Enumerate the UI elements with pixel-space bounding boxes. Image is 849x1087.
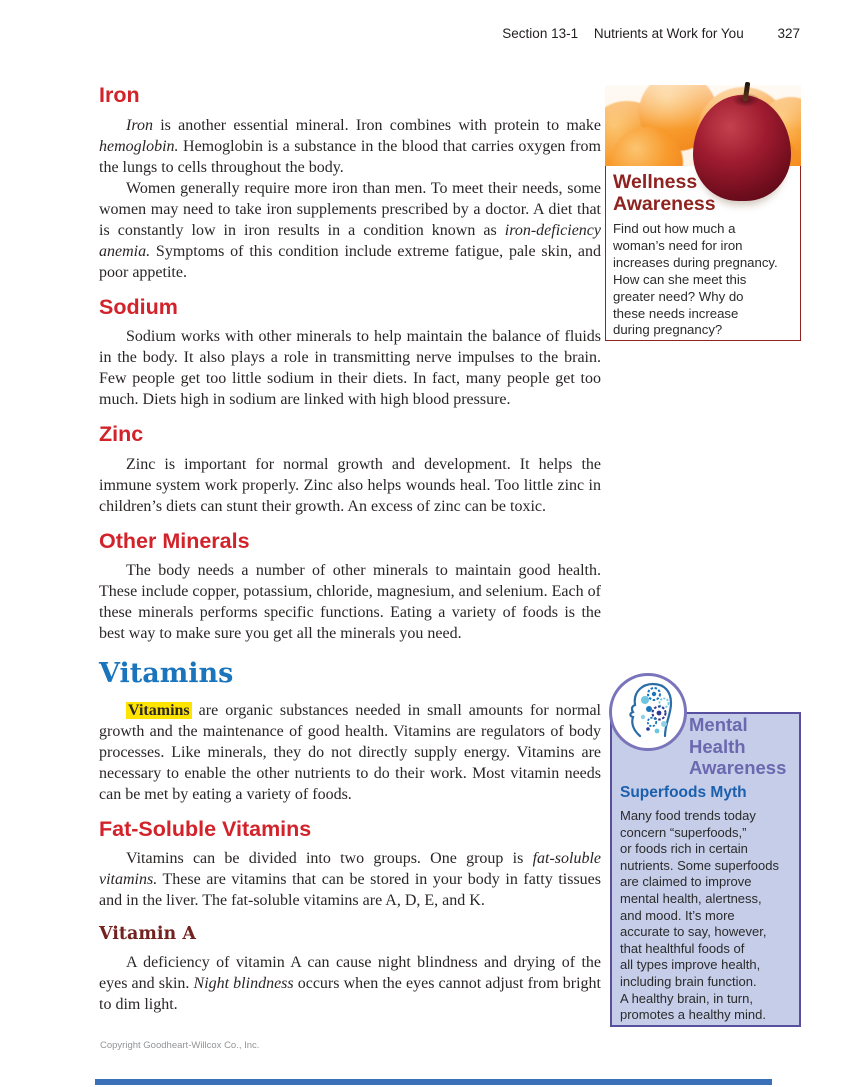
header-page-number: 327: [777, 26, 800, 41]
text-line: that healthful foods of: [620, 940, 745, 956]
text-line: increases during pregnancy.: [613, 254, 778, 270]
section-heading-vitamins: Vitamins: [99, 658, 234, 690]
section-heading-zinc: Zinc: [99, 422, 144, 447]
paragraph: Sodium works with other minerals to help maintain the balance of fluids in the body. It also plays a role in transmitting nerve impulses to the brain. Few people get too little sodium in their diets. In fact, many people get too much. Diets high in sodium are linked with high blood pressure.: [99, 328, 601, 409]
section-heading-iron: Iron: [99, 83, 140, 107]
text-line: Mental: [689, 714, 748, 735]
text-line: these needs increase: [613, 305, 739, 321]
section-heading-vitamin-a: Vitamin A: [99, 924, 196, 945]
text-line: during pregnancy?: [613, 322, 723, 338]
mental-health-awareness-title: [689, 714, 786, 779]
main-content: [99, 84, 601, 1015]
copyright-line: Copyright Goodheart-Willcox Co., Inc.: [100, 1040, 260, 1051]
wellness-awareness-body: [613, 221, 778, 339]
section-heading-fat-soluble-vitamins: Fat-Soluble Vitamins: [99, 816, 312, 841]
section-heading-sodium: Sodium: [99, 294, 178, 319]
text-line: nutrients. Some superfoods: [620, 857, 779, 873]
paragraph: Zinc is important for normal growth and development. It helps the immune system work properly. Zinc also helps wounds heal. Too little zinc in children’s diets can stunt their growth. An excess of zinc can be toxic.: [99, 455, 601, 515]
text-line: are claimed to improve: [620, 874, 752, 890]
brain-gears-icon: [609, 673, 687, 751]
text-line: Awareness: [689, 757, 787, 778]
paragraph: Iron is another essential mineral. Iron combines with protein to make hemoglobin. Hemoglobin is a substance in the blood that carries oxygen from the lungs to cells throughout the body.: [99, 116, 601, 176]
text-line: or foods rich in certain: [620, 841, 748, 857]
text-line: How can she meet this: [613, 271, 747, 287]
text-line: accurate to say, however,: [620, 924, 767, 940]
text-line: Wellness: [613, 171, 698, 193]
text-line: A healthy brain, in turn,: [620, 990, 753, 1006]
paragraph: The body needs a number of other minerals to maintain good health. These include copper, potassium, chloride, magnesium, and selenium. Each of these minerals performs specific functions. Eating a variety of foods is the best way to make sure you get all the minerals you need.: [99, 562, 601, 643]
text-line: all types improve health,: [620, 957, 761, 973]
mental-health-awareness-body: [620, 808, 795, 1024]
paragraph: Vitamins can be divided into two groups. One group is fat-soluble vitamins. These are vitamins that can be stored in your body in fatty tissues and in the liver. The fat-soluble vitamins are A, D, E, and K.: [99, 850, 601, 910]
text-line: including brain function.: [620, 973, 757, 989]
text-line: concern “superfoods,”: [620, 824, 747, 840]
paragraph: Women generally require more iron than men. To meet their needs, some women may need to take iron supplements prescribed by a doctor. A diet that is constantly low in iron results in a condition known as iron-deficiency anemia. Symptoms of this condition include extreme fatigue, pale skin, and poor appetite.: [99, 179, 601, 281]
text-line: woman’s need for iron: [613, 237, 743, 253]
text-line: Health: [689, 735, 746, 757]
page-header: [502, 26, 800, 41]
header-chapter-title: Nutrients at Work for You: [593, 26, 744, 41]
text-line: and mood. It’s more: [620, 907, 735, 923]
text-line: mental health, alertness,: [620, 890, 762, 906]
superfoods-myth-subheading: Superfoods Myth: [620, 784, 747, 801]
highlighted-term: Vitamins: [128, 701, 190, 719]
text-line: Find out how much a: [613, 221, 736, 236]
text-line: promotes a healthy mind.: [620, 1007, 766, 1023]
paragraph: Vitamins are organic substances needed in small amounts for normal growth and the maintenance of good health. Vitamins are regulators of body processes. Like minerals, they do not directly supply energy. Vitamins are necessary to enable the other nutrients to do their work. Most vitamin needs can be met by eating a variety of foods.: [99, 701, 601, 803]
text-line: greater need? Why do: [613, 288, 744, 304]
text-line: Awareness: [613, 192, 716, 215]
text-line: Many food trends today: [620, 808, 756, 823]
paragraph: A deficiency of vitamin A can cause night blindness and drying of the eyes and skin. Night blindness occurs when the eyes cannot adjust from bright to dim light.: [99, 953, 602, 1013]
header-section-label: Section 13-1: [502, 26, 579, 41]
section-heading-other-minerals: Other Minerals: [99, 528, 250, 553]
bottom-rule: [95, 1079, 772, 1085]
